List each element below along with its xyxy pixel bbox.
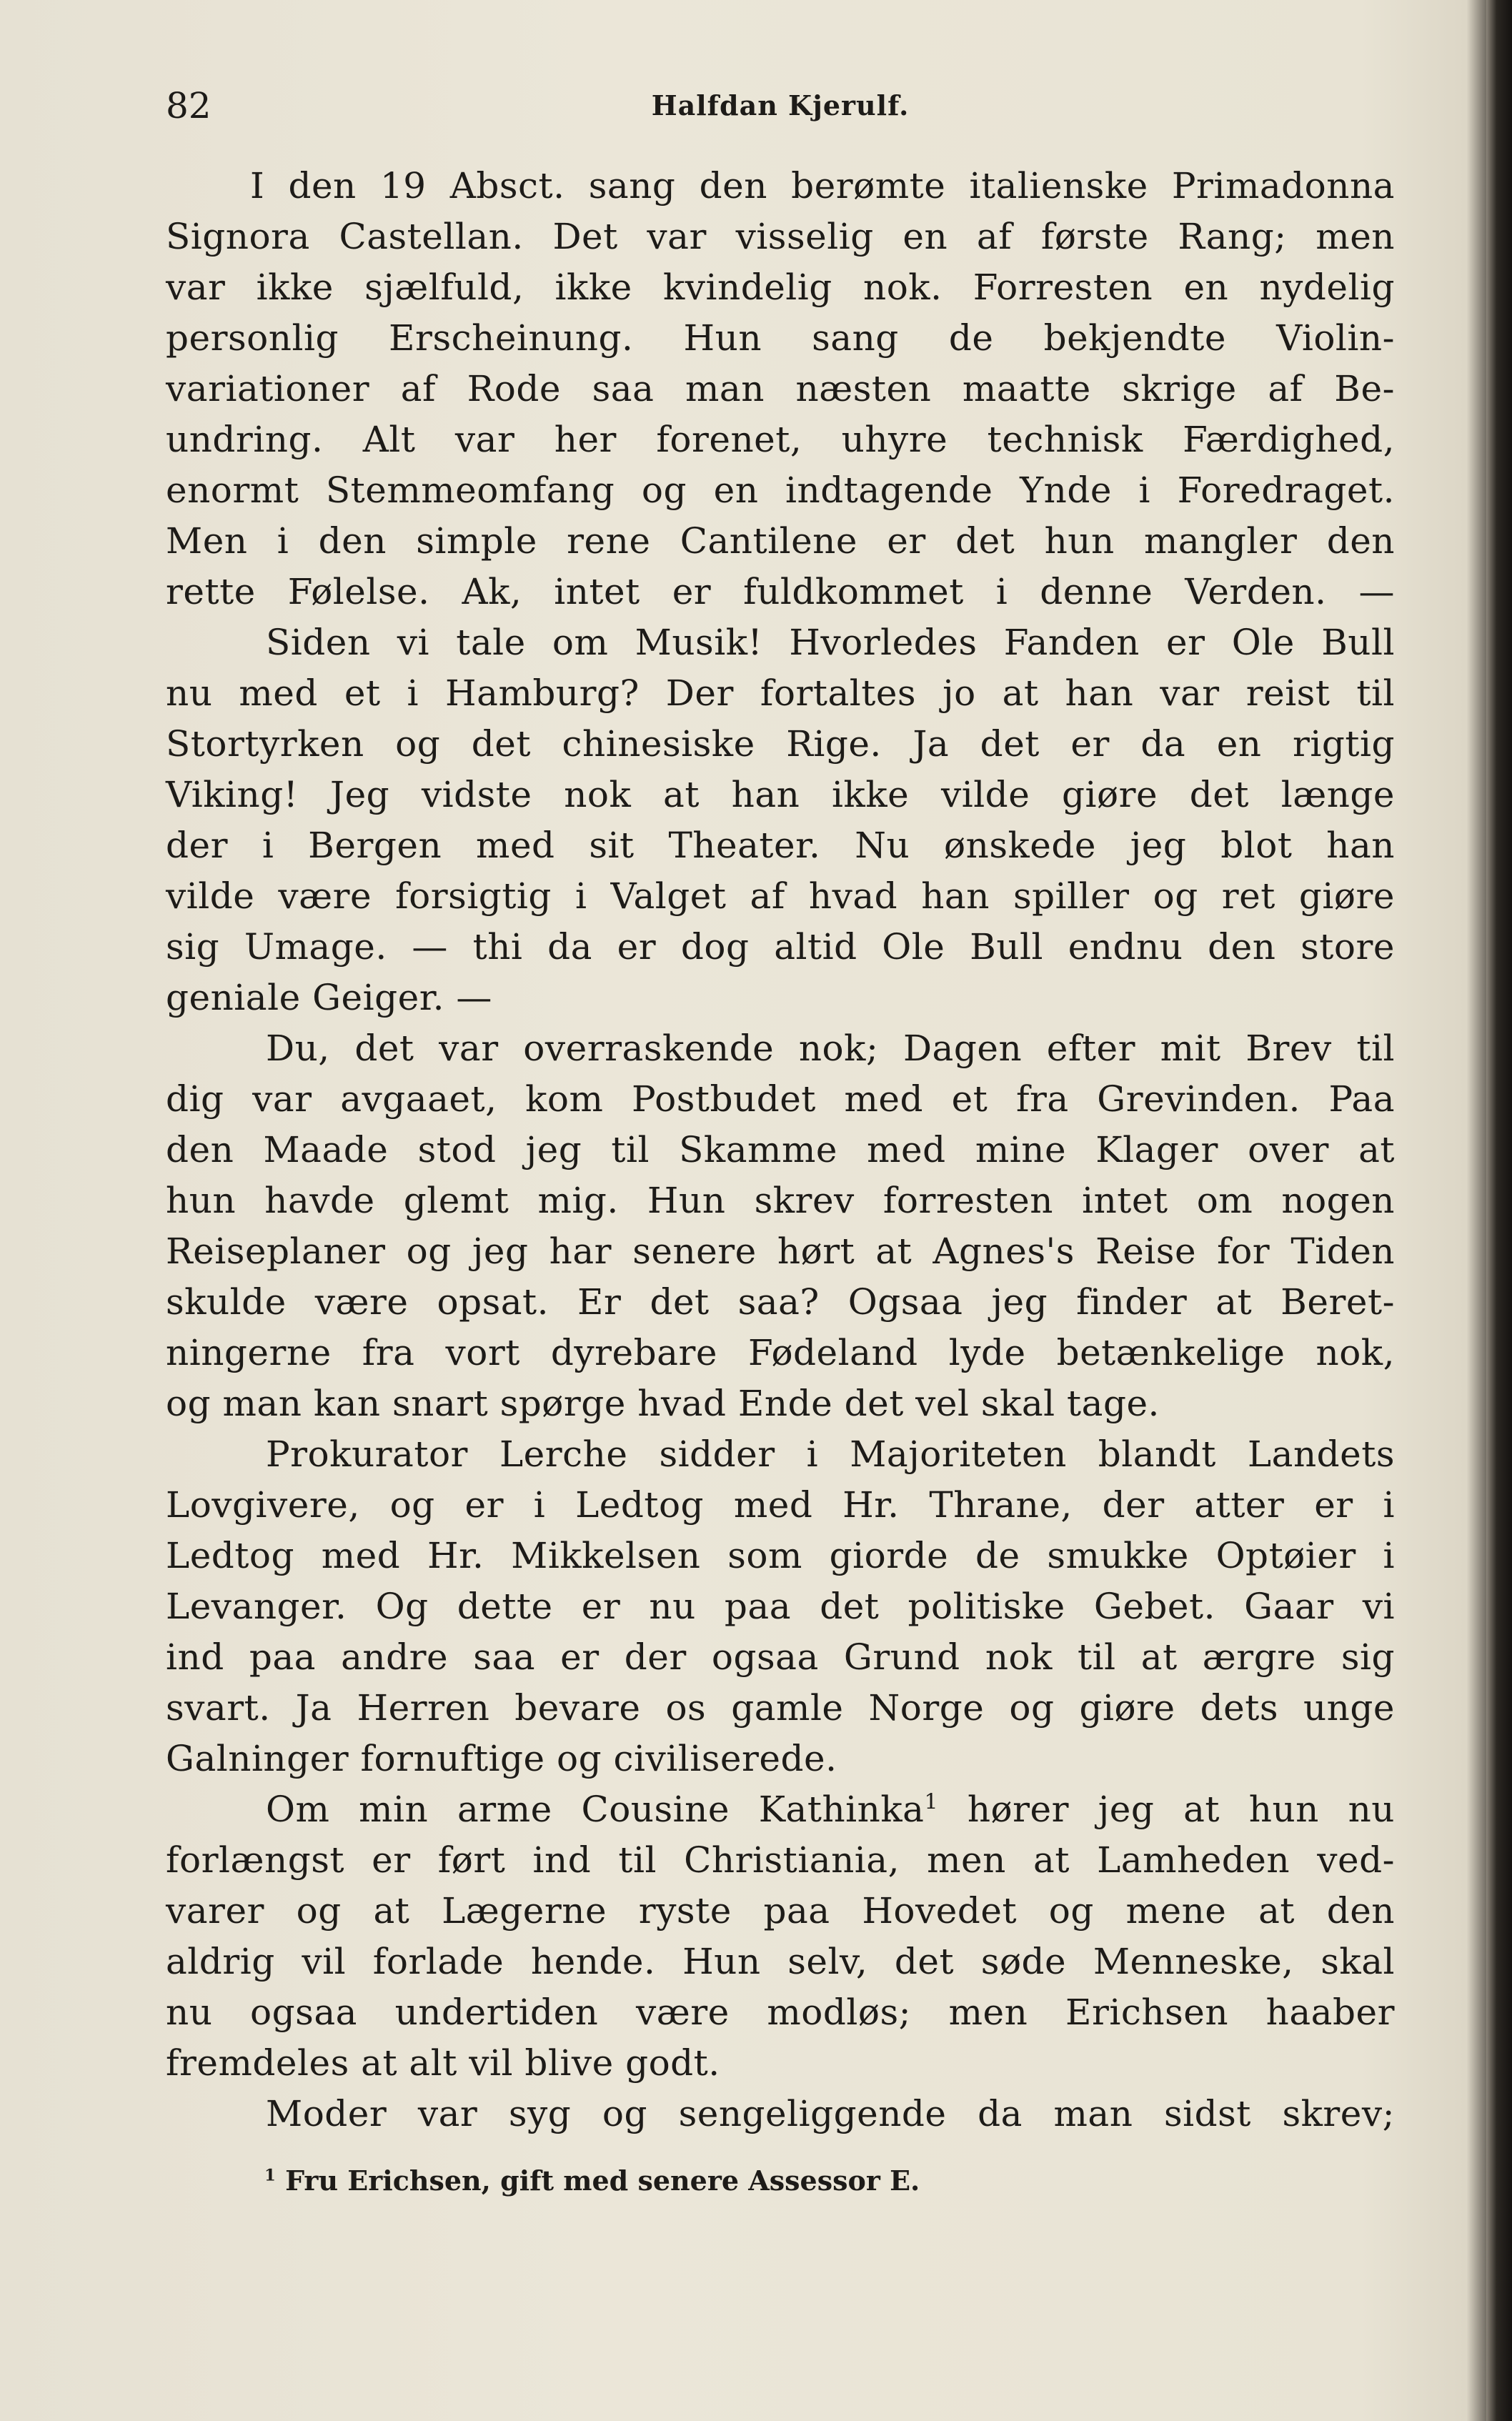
- text-line: forlængst er ført ind til Christiania, men at Lamheden ved-: [166, 1839, 1395, 1881]
- text-line: ind paa andre saa er der ogsaa Grund nok til at ærgre sig: [166, 1636, 1395, 1678]
- text-line: Men i den simple rene Cantilene er det hun mangler den: [166, 520, 1395, 562]
- text-line: Ledtog med Hr. Mikkelsen som giorde de smukke Optøier i: [166, 1535, 1395, 1576]
- footnote-marker: 1: [924, 1789, 939, 1815]
- text-line: Levanger. Og dette er nu paa det politiske Gebet. Gaar vi: [166, 1586, 1395, 1627]
- footnote-text: Fru Erichsen, gift med senere Assessor E.: [285, 2164, 920, 2197]
- text-line: Signora Castellan. Det var visselig en af første Rang; men: [166, 216, 1395, 257]
- text-line: variationer af Rode saa man næsten maatte skrige af Be-: [166, 368, 1395, 409]
- text-line: undring. Alt var her forenet, uhyre technisk Færdighed,: [166, 419, 1395, 460]
- text-line: Stortyrken og det chinesiske Rige. Ja det er da en rigtig: [166, 723, 1395, 765]
- text-line: rette Følelse. Ak, intet er fuldkommet i denne Verden. —: [166, 571, 1395, 612]
- text-segment: hører jeg at hun nu: [967, 1789, 1395, 1830]
- text-line: fremdeles at alt vil blive godt.: [166, 2042, 720, 2084]
- text-line: hun havde glemt mig. Hun skrev forresten intet om nogen: [166, 1180, 1395, 1221]
- text-line: svart. Ja Herren bevare os gamle Norge og giøre dets unge: [166, 1687, 1395, 1729]
- text-line: nu ogsaa undertiden være modløs; men Erichsen haaber: [166, 1992, 1395, 2033]
- text-line: Viking! Jeg vidste nok at han ikke vilde giøre det længe: [166, 774, 1395, 815]
- text-line: Siden vi tale om Musik! Hvorledes Fanden er Ole Bull: [266, 622, 1395, 663]
- text-line: varer og at Lægerne ryste paa Hovedet og mene at den: [166, 1890, 1395, 1932]
- text-line: vilde være forsigtig i Valget af hvad han spiller og ret giøre: [166, 875, 1395, 917]
- text-line: var ikke sjælfuld, ikke kvindelig nok. Forresten en nydelig: [166, 267, 1395, 308]
- text-line: aldrig vil forlade hende. Hun selv, det søde Menneske, skal: [166, 1941, 1395, 1982]
- page-edge-shadow: [1486, 0, 1512, 2421]
- text-line: og man kan snart spørge hvad Ende det vel skal tage.: [166, 1383, 1160, 1424]
- text-line: den Maade stod jeg til Skamme med mine Klager over at: [166, 1129, 1395, 1170]
- text-line: personlig Erscheinung. Hun sang de bekjendte Violin-: [166, 317, 1395, 359]
- text-line: nu med et i Hamburg? Der fortaltes jo at han var reist til: [166, 672, 1395, 714]
- footnote: [264, 2159, 920, 2202]
- text-line: dig var avgaaet, kom Postbudet med et fra Grevinden. Paa: [166, 1078, 1395, 1120]
- text-line: sig Umage. — thi da er dog altid Ole Bull endnu den store: [166, 926, 1395, 968]
- text-line: Reiseplaner og jeg har senere hørt at Agnes's Reise for Tiden: [166, 1231, 1395, 1272]
- text-line: Lovgivere, og er i Ledtog med Hr. Thrane, der atter er i: [166, 1484, 1395, 1526]
- text-line: Galninger fornuftige og civiliserede.: [166, 1738, 837, 1779]
- text-line: skulde være opsat. Er det saa? Ogsaa jeg finder at Beret-: [166, 1281, 1395, 1323]
- text-line: geniale Geiger. —: [166, 977, 492, 1018]
- page-number: 82: [166, 85, 212, 126]
- running-head: Halfdan Kjerulf.: [651, 89, 910, 121]
- text-line: der i Bergen med sit Theater. Nu ønskede jeg blot han: [166, 825, 1395, 866]
- text-line: Du, det var overraskende nok; Dagen efter mit Brev til: [266, 1028, 1395, 1069]
- text-line: Prokurator Lerche sidder i Majoriteten blandt Landets: [266, 1433, 1395, 1475]
- text-line: ningerne fra vort dyrebare Fødeland lyde betænkelige nok,: [166, 1332, 1395, 1373]
- body-text: [166, 161, 1395, 2139]
- footnote-number: 1: [264, 2166, 276, 2185]
- text-segment: Om min arme Cousine Kathinka: [266, 1789, 925, 1830]
- text-line: enormt Stemmeomfang og en indtagende Ynde i Foredraget.: [166, 469, 1395, 511]
- text-line: Moder var syg og sengeliggende da man sidst skrev;: [266, 2093, 1395, 2134]
- text-line: I den 19 Absct. sang den berømte italienske Primadonna: [250, 165, 1395, 207]
- text-line-with-footnote: [166, 1784, 1395, 1835]
- page-header: [166, 77, 1395, 134]
